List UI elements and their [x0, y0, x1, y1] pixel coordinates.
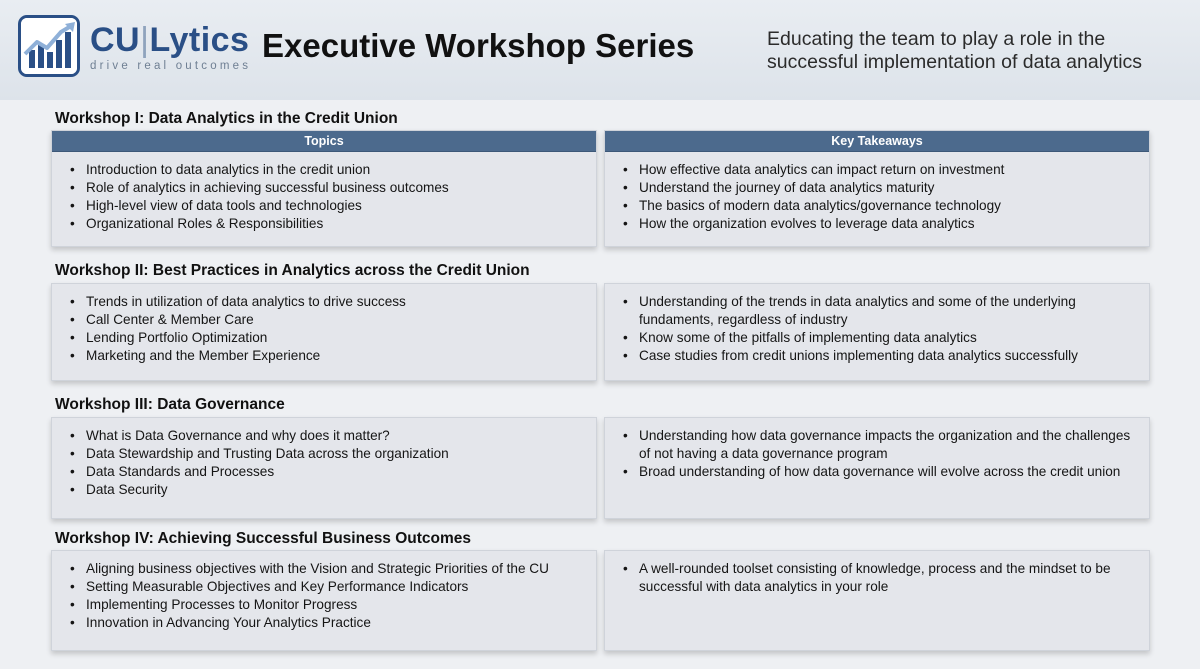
list-item: • How effective data analytics can impact return on investment [623, 161, 1139, 179]
workshop-4-topics-panel [51, 550, 597, 651]
page-title: Executive Workshop Series [262, 27, 695, 64]
list-item: • Implementing Processes to Monitor Progress [70, 596, 586, 614]
list-item: • Data Standards and Processes [70, 463, 586, 481]
brand [90, 22, 251, 72]
brand-separator: | [140, 21, 150, 59]
workshop-4-title: Workshop IV: Achieving Successful Business Outcomes [55, 530, 472, 547]
workshop-3-topics-list [52, 418, 596, 499]
list-item: • The basics of modern data analytics/governance technology [623, 197, 1139, 215]
workshop-1-takeaways-list [605, 152, 1149, 233]
workshop-2-topics-list [52, 284, 596, 365]
brand-lytics: Lytics [149, 21, 250, 59]
list-item: • Introduction to data analytics in the credit union [70, 161, 586, 179]
list-item: • A well-rounded toolset consisting of knowledge, process and the mindset to be successful with data analytics in your role [623, 560, 1139, 596]
workshop-1-topics-panel [51, 130, 597, 247]
brand-name [90, 22, 251, 58]
takeaways-header: Key Takeaways [605, 131, 1149, 152]
list-item: • Marketing and the Member Experience [70, 347, 586, 365]
list-item: • Know some of the pitfalls of implementing data analytics [623, 329, 1139, 347]
workshop-2-title: Workshop II: Best Practices in Analytics across the Credit Union [55, 262, 530, 279]
workshop-3-takeaways-panel [604, 417, 1150, 519]
list-item: • Data Security [70, 481, 586, 499]
workshop-4-takeaways-panel [604, 550, 1150, 651]
list-item: • Role of analytics in achieving successful business outcomes [70, 179, 586, 197]
list-item: • Understanding of the trends in data analytics and some of the underlying fundaments, regardless of industry [623, 293, 1139, 329]
topics-header: Topics [52, 131, 596, 152]
brand-tagline: drive real outcomes [90, 60, 252, 72]
list-item: • Setting Measurable Objectives and Key Performance Indicators [70, 578, 586, 596]
workshop-1-title: Workshop I: Data Analytics in the Credit Union [55, 110, 398, 127]
workshop-2-takeaways-panel [604, 283, 1150, 381]
workshop-3-takeaways-list [605, 418, 1149, 481]
list-item: • Data Stewardship and Trusting Data across the organization [70, 445, 586, 463]
workshop-3-title: Workshop III: Data Governance [55, 396, 285, 413]
list-item: • Case studies from credit unions implementing data analytics successfully [623, 347, 1139, 365]
brand-cu: CU [90, 21, 141, 59]
list-item: • Lending Portfolio Optimization [70, 329, 586, 347]
list-item: • How the organization evolves to leverage data analytics [623, 215, 1139, 233]
list-item: • Call Center & Member Care [70, 311, 586, 329]
header [0, 0, 1200, 100]
list-item: • Understand the journey of data analytics maturity [623, 179, 1139, 197]
workshop-4-topics-list [52, 551, 596, 632]
workshop-4-takeaways-list [605, 551, 1149, 596]
list-item: • What is Data Governance and why does it matter? [70, 427, 586, 445]
workshop-3-topics-panel [51, 417, 597, 519]
list-item: • Understanding how data governance impacts the organization and the challenges of not having a data governance program [623, 427, 1139, 463]
workshop-1-takeaways-panel [604, 130, 1150, 247]
workshop-2-takeaways-list [605, 284, 1149, 365]
workshop-1-topics-list [52, 152, 596, 233]
page-subtitle: Educating the team to play a role in the successful implementation of data analytics [767, 28, 1143, 73]
list-item: • Innovation in Advancing Your Analytics Practice [70, 614, 586, 632]
workshop-2-topics-panel [51, 283, 597, 381]
logo-icon [18, 15, 80, 77]
list-item: • Trends in utilization of data analytics to drive success [70, 293, 586, 311]
list-item: • Organizational Roles & Responsibilities [70, 215, 586, 233]
list-item: • Broad understanding of how data governance will evolve across the credit union [623, 463, 1139, 481]
list-item: • Aligning business objectives with the Vision and Strategic Priorities of the CU [70, 560, 586, 578]
list-item: • High-level view of data tools and technologies [70, 197, 586, 215]
